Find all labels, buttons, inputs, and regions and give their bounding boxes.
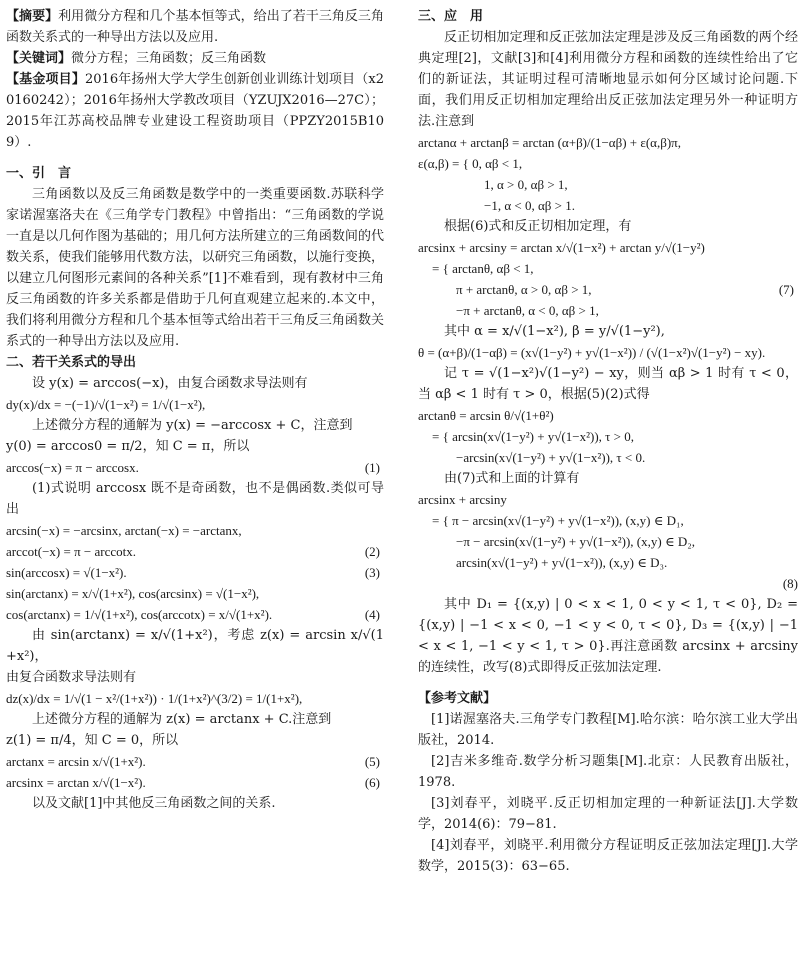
equation-1-number: (1) [364,460,380,475]
equation-5 [6,751,384,772]
equation-7-case-3: −π + arctanθ, α < 0, αβ > 1, [456,303,599,318]
epsilon-case-1: 0, αβ < 1, [472,156,523,171]
equation-8-case-1: = { π − arcsin(x√(1−y²) + y√(1−x²)), (x,y) ∈ D₁, [432,513,684,528]
equation-8-case-3-line [418,552,798,573]
fund-text: 2016年扬州大学大学生创新创业训练计划项目（x20160242）；2016年扬州大学教改项目（YZUJX2016—27C）；2015年江苏高校品牌专业建设工程资助项目（PPZY2015B109）. [6,72,384,150]
arctan-theta-case-1: = { arcsin(x√(1−y²) + y√(1−x²)), τ > 0, [432,429,634,444]
equation-3-text: sin(arccosx) = √(1−x²). [6,565,127,580]
section-1-title: 一、引 言 [6,166,72,181]
equation-6 [6,772,384,793]
equation-2-number: (2) [364,544,380,559]
equation-1-text: arccos(−x) = π − arccosx. [6,460,139,475]
keywords-label: 【关键词】 [6,51,72,66]
equation-8-head: arcsinx + arcsiny [418,492,507,507]
equation-3-number: (3) [364,565,380,580]
keywords-text: 微分方程；三角函数；反三角函数 [71,51,267,66]
z1-paragraph: z(1) = π/4，知 C = 0，所以 [6,733,179,748]
equation-tan-sum: arctanα + arctanβ = arctan (α+β)/(1−αβ) + ε(α,β)π, [418,135,681,150]
set-y-paragraph: 设 y(x) = arccos(−x)，由复合函数求导法则有 [32,376,308,391]
equation-4-number: (4) [364,607,380,622]
equation-8-number: (8) [782,576,798,591]
reference-item: [4]刘春平，刘晓平.利用微分方程证明反正弦加法定理[J].大学数学，2015(3)：63−65. [418,838,798,874]
equation-8-case-1-line [418,510,798,531]
equation-4a: sin(arctanx) = x/√(1+x²), cos(arcsinx) = √(1−x²), [6,586,260,601]
arctan-theta-case-2: −arcsin(x√(1−y²) + y√(1−x²)), τ < 0. [456,450,646,465]
equation-7-number: (7) [778,282,794,297]
equation-2 [6,541,384,562]
reference-item: [3]刘春平，刘晓平.反正切相加定理的一种新证法[J].大学数学，2014(6)：79−81. [418,796,798,832]
equation-5-number: (5) [364,754,380,769]
section-3-title: 三、应 用 [418,9,484,24]
equation-3 [6,562,384,583]
equation-epsilon [418,153,798,174]
right-column [418,0,798,877]
equation-7-head: arcsinx + arcsiny = arctan x/√(1−x²) + arctan y/√(1−y²) [418,240,705,255]
chain-rule: 由复合函数求导法则有 [6,670,137,685]
epsilon-lhs: ε(α,β) = { [418,156,469,171]
equation-7-case-2: π + arctanθ, α > 0, αβ > 1, [456,282,592,297]
equation-7-case-3-line [418,300,798,321]
general-solution-2: 上述微分方程的通解为 z(x) = arctanx + C.注意到 [32,712,332,727]
equation-5-text: arctanx = arcsin x/√(1+x²). [6,754,146,769]
where-alpha-beta: 其中 α = x/√(1−x²), β = y/√(1−y²), [444,324,665,339]
from-eq7: 由(7)式和上面的计算有 [444,471,580,486]
equation-2b-text: arccot(−x) = π − arccotx. [6,544,136,559]
equation-6-number: (6) [364,775,380,790]
by-eq6: 根据(6)式和反正切相加定理，有 [444,219,632,234]
spacer [418,678,798,688]
reference-item: [2]吉米多维奇.数学分析习题集[M].北京：人民教育出版社，1978. [418,754,798,790]
equation-6-text: arcsinx = arctan x/√(1−x²). [6,775,146,790]
other-relations: 以及文献[1]中其他反三角函数之间的关系. [32,796,276,811]
equation-7-case-1-line [418,258,798,279]
arctan-theta-case-1-line [418,426,798,447]
equation-8-case-2: −π − arcsin(x√(1−y²) + y√(1−x²)), (x,y) ∈ D₂, [456,534,696,549]
epsilon-case-2: 1, α > 0, αβ > 1, [484,177,568,192]
tau-paragraph: 记 τ = √(1−x²)√(1−y²) − xy，则当 αβ > 1 时有 τ < 0，当 αβ < 1 时有 τ > 0，根据(5)(2)式得 [418,366,798,402]
keywords [6,48,384,69]
left-column [6,0,384,814]
equation-2a: arcsin(−x) = −arcsinx, arctan(−x) = −arctanx, [6,523,242,538]
epsilon-case-3: −1, α < 0, αβ > 1. [484,198,575,213]
equation-dz: dz(x)/dx = 1/√(1 − x²/(1+x²)) · 1/(1+x²)^(3/2) = 1/(1+x²), [6,691,303,706]
abstract-label: 【摘要】 [6,9,59,24]
equation-8-case-2-line [418,531,798,552]
abstract-text: 利用微分方程和几个基本恒等式，给出了若干三角反三角函数关系式的一种导出方法以及应用. [6,9,384,45]
equation-8-case-3: arcsin(x√(1−y²) + y√(1−x²)), (x,y) ∈ D₃. [456,555,668,570]
intro-paragraph: 三角函数以及反三角函数是数学中的一类重要函数.苏联科学家诺渥塞洛夫在《三角学专门教程》中曾指出：“三角函数的学说一直是以几何作图为基础的；用几何方法所建立的三角函数间的代数关系，使我们能够用代数方法，以研究三角函数，以施行变换，以建立几何图形元素间的各种关系”[1]不难看到，现有教材中三角反三角函数的许多关系都是借助于几何直观建立起来的.本文中，我们将利用微分方程和几个基本恒等式给出若干三角反三角函数关系式的一种导出方法以及应用. [6,187,384,349]
spacer [6,153,384,163]
application-paragraph: 反正切相加定理和反正弦加法定理是涉及反三角函数的两个经典定理[2]，文献[3]和[4]利用微分方程和函数的连续性给出了它们的新证法，其证明过程可清晰地显示如何分区域讨论问题.下面，我们用反正切相加定理给出反正弦加法定理另外一种证明方法.注意到 [418,30,798,129]
equation-4b-text: cos(arctanx) = 1/√(1+x²), cos(arccotx) = x/√(1+x²). [6,607,273,622]
domains-paragraph: 其中 D₁ = {(x,y) | 0 < x < 1, 0 < y < 1, τ < 0}, D₂ = {(x,y) | −1 < x < 0, −1 < y < 0, τ < 0}, D₃ = {(x,y) | −1 < x < 1, −1 < y < 1, τ > 0}.再注意函数 arcsinx + arcsiny 的连续性，改写(8)式即得反正弦加法定理. [418,597,798,675]
section-2-title: 二、若干关系式的导出 [6,355,137,370]
by-sin-arctan: 由 sin(arctanx) = x/√(1+x²)，考虑 z(x) = arcsin x/√(1+x²)， [6,628,384,664]
general-solution-1: 上述微分方程的通解为 y(x) = −arccosx + C，注意到 [32,418,353,433]
equation-arctan-theta: arctanθ = arcsin θ/√(1+θ²) [418,408,554,423]
references-title: 【参考文献】 [418,691,497,706]
equation-theta: θ = (α+β)/(1−αβ) = (x√(1−y²) + y√(1−x²)) / (√(1−x²)√(1−y²) − xy). [418,345,766,360]
epsilon-case-3-line [418,195,798,216]
arctan-theta-case-2-line [418,447,798,468]
equation-4 [6,604,384,625]
fund-label: 【基金项目】 [6,72,85,87]
equation-7-case-2-line [418,279,798,300]
eq1-note: (1)式说明 arccosx 既不是奇函数，也不是偶函数.类似可导出 [6,481,384,517]
abstract [6,6,384,48]
y0-paragraph: y(0) = arccos0 = π/2，知 C = π，所以 [6,439,250,454]
equation-1 [6,457,384,478]
reference-item: [1]诺渥塞洛夫.三角学专门教程[M].哈尔滨：哈尔滨工业大学出版社，2014. [418,712,798,748]
fund [6,69,384,153]
equation-dy: dy(x)/dx = −(−1)/√(1−x²) = 1/√(1−x²), [6,397,206,412]
equation-8-number-line [418,573,798,594]
epsilon-case-2-line [418,174,798,195]
equation-7-case-1: = { arctanθ, αβ < 1, [432,261,534,276]
